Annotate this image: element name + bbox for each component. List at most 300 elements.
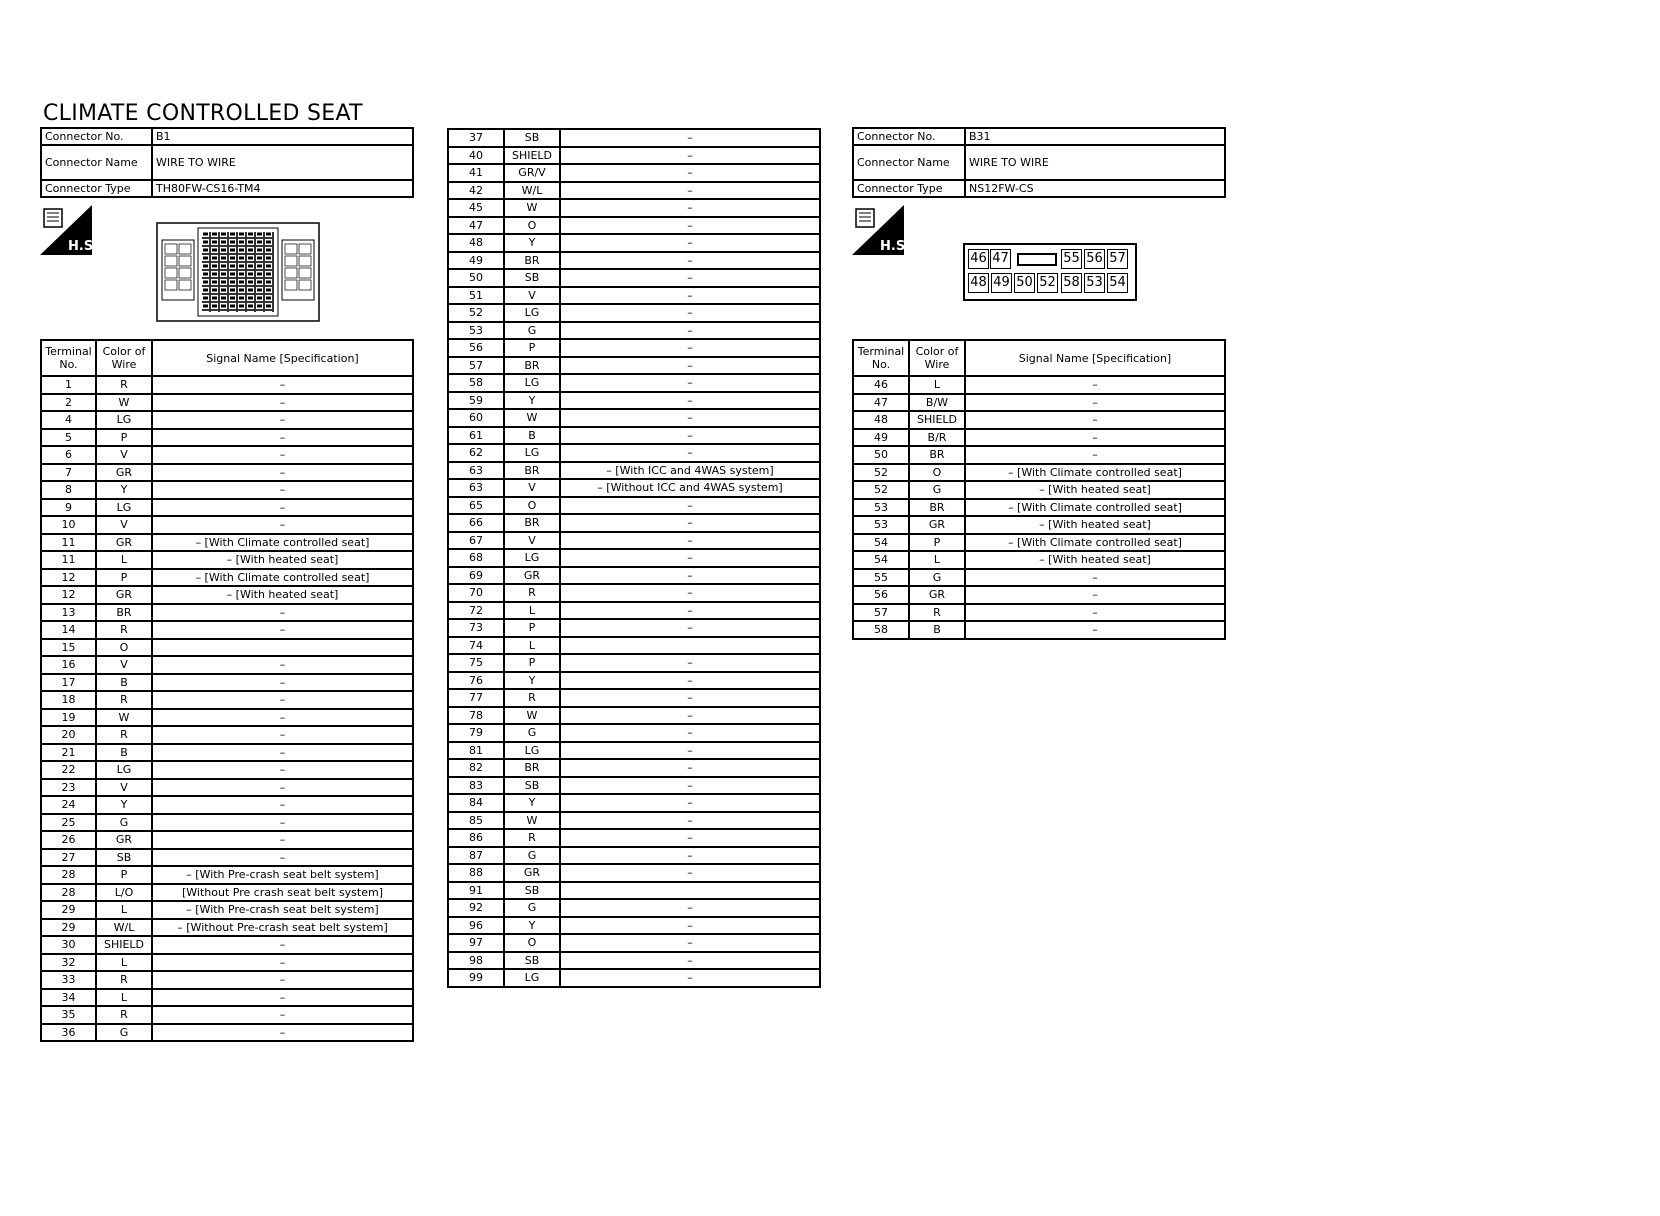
table-row <box>41 604 413 622</box>
wire-color-cell: G <box>96 1024 152 1042</box>
wire-color-cell: G <box>96 814 152 832</box>
signal-name-cell: – <box>560 357 820 375</box>
table-row <box>448 304 820 322</box>
table-row <box>853 429 1225 447</box>
terminal-no-cell: 85 <box>448 812 504 830</box>
table-row <box>448 322 820 340</box>
terminal-no-cell: 52 <box>448 304 504 322</box>
wire-color-cell: GR <box>504 567 560 585</box>
table-row <box>448 182 820 200</box>
terminal-no-cell: 13 <box>41 604 96 622</box>
table-row <box>853 464 1225 482</box>
terminal-no-cell: 68 <box>448 549 504 567</box>
wire-color-cell: B <box>909 621 965 639</box>
terminal-no-cell: 11 <box>41 551 96 569</box>
signal-name-cell: – <box>965 394 1225 412</box>
terminal-no-cell: 41 <box>448 164 504 182</box>
signal-name-cell: – <box>560 549 820 567</box>
wire-color-cell: SHIELD <box>909 411 965 429</box>
terminal-no-cell: 91 <box>448 882 504 900</box>
signal-name-cell <box>560 882 820 900</box>
signal-name-cell: – <box>152 376 413 394</box>
terminal-no-cell: 58 <box>448 374 504 392</box>
table-row <box>41 551 413 569</box>
signal-name-cell: – <box>560 217 820 235</box>
connector2-pinout-diagram <box>963 243 1137 301</box>
pin-label: 57 <box>1107 249 1128 269</box>
connector-name-label: Connector Name <box>41 145 152 180</box>
table-row <box>448 269 820 287</box>
terminal-no-cell: 56 <box>448 339 504 357</box>
terminal-no-cell: 47 <box>853 394 909 412</box>
signal-name-cell: – <box>560 864 820 882</box>
table-row <box>41 1024 413 1042</box>
signal-name-cell: – <box>560 812 820 830</box>
table-row <box>41 831 413 849</box>
table-row <box>448 847 820 865</box>
wire-color-cell: G <box>504 322 560 340</box>
table-row <box>41 656 413 674</box>
table-row <box>41 936 413 954</box>
table-row <box>448 234 820 252</box>
signal-name-cell: – <box>560 759 820 777</box>
terminal-no-cell: 37 <box>448 129 504 147</box>
wire-color-cell: Y <box>504 392 560 410</box>
terminal-no-cell: 70 <box>448 584 504 602</box>
terminal-no-cell: 53 <box>853 499 909 517</box>
terminal-no-cell: 78 <box>448 707 504 725</box>
signal-name-cell: – [With Pre-crash seat belt system] <box>152 866 413 884</box>
pin-label: 47 <box>990 249 1011 269</box>
terminal-no-cell: 12 <box>41 586 96 604</box>
wire-color-cell: L <box>96 901 152 919</box>
table-row <box>448 479 820 497</box>
terminal-no-cell: 55 <box>853 569 909 587</box>
terminal-no-cell: 2 <box>41 394 96 412</box>
table-row <box>41 901 413 919</box>
signal-name-cell: – <box>560 602 820 620</box>
wire-color-cell: LG <box>96 761 152 779</box>
terminal-no-cell: 69 <box>448 567 504 585</box>
signal-name-cell: – <box>965 446 1225 464</box>
wire-color-cell: GR/V <box>504 164 560 182</box>
signal-name-cell: – <box>152 954 413 972</box>
terminal-no-cell: 18 <box>41 691 96 709</box>
wire-color-cell: O <box>504 934 560 952</box>
signal-name-cell: – <box>152 989 413 1007</box>
terminal-no-cell: 66 <box>448 514 504 532</box>
terminal-no-cell: 60 <box>448 409 504 427</box>
table-row <box>448 952 820 970</box>
signal-name-cell: – <box>152 779 413 797</box>
table-row <box>448 672 820 690</box>
terminal-no-cell: 52 <box>853 481 909 499</box>
terminal-no-cell: 25 <box>41 814 96 832</box>
table-row <box>448 147 820 165</box>
pin-label: 49 <box>991 273 1012 293</box>
terminal-no-cell: 77 <box>448 689 504 707</box>
terminal-no-cell: 42 <box>448 182 504 200</box>
wire-color-cell: V <box>96 779 152 797</box>
terminal-no-cell: 14 <box>41 621 96 639</box>
table-row <box>853 394 1225 412</box>
signal-name-cell: – <box>560 199 820 217</box>
table-row <box>41 761 413 779</box>
wire-color-cell: V <box>96 446 152 464</box>
table-row <box>41 394 413 412</box>
wire-color-cell: GR <box>909 516 965 534</box>
terminal-no-cell: 54 <box>853 534 909 552</box>
wire-color-cell: LG <box>504 742 560 760</box>
table-row <box>41 744 413 762</box>
connector-name-value: WIRE TO WIRE <box>152 145 413 180</box>
signal-name-cell: – <box>152 1006 413 1024</box>
wire-color-cell: L <box>96 989 152 1007</box>
wire-color-cell: R <box>96 691 152 709</box>
table-row <box>448 602 820 620</box>
table-row <box>448 934 820 952</box>
terminal-no-cell: 16 <box>41 656 96 674</box>
signal-name-cell: – <box>560 252 820 270</box>
table-row <box>41 534 413 552</box>
wire-color-cell: B <box>96 674 152 692</box>
wire-color-cell: SB <box>504 129 560 147</box>
wire-color-cell: BR <box>504 759 560 777</box>
wire-color-cell: R <box>96 621 152 639</box>
wire-color-cell: B <box>504 427 560 445</box>
wire-color-cell: GR <box>96 534 152 552</box>
table-row <box>41 709 413 727</box>
table-row <box>41 691 413 709</box>
signal-name-header: Signal Name [Specification] <box>965 340 1225 376</box>
wire-color-cell: BR <box>909 446 965 464</box>
table-row <box>448 882 820 900</box>
connector-no-label: Connector No. <box>853 128 965 145</box>
signal-name-cell: – <box>560 269 820 287</box>
terminal-no-cell: 62 <box>448 444 504 462</box>
wire-color-cell: BR <box>504 357 560 375</box>
signal-name-cell: – [With heated seat] <box>965 516 1225 534</box>
hs-badge-text: H.S. <box>68 239 99 254</box>
table-row <box>448 462 820 480</box>
wire-color-cell: O <box>504 217 560 235</box>
terminal-no-cell: 48 <box>853 411 909 429</box>
terminal-no-cell: 48 <box>448 234 504 252</box>
terminal-no-cell: 98 <box>448 952 504 970</box>
table-row <box>41 464 413 482</box>
connector-type-label: Connector Type <box>41 180 152 197</box>
table-row <box>853 446 1225 464</box>
table-row <box>853 499 1225 517</box>
page-title: CLIMATE CONTROLLED SEAT <box>43 101 363 126</box>
terminal-no-cell: 58 <box>853 621 909 639</box>
signal-name-cell: – <box>560 409 820 427</box>
pin-label: 53 <box>1084 273 1105 293</box>
terminal-no-cell: 73 <box>448 619 504 637</box>
signal-name-cell: – <box>560 532 820 550</box>
terminal-no-cell: 28 <box>41 884 96 902</box>
table-row <box>41 849 413 867</box>
signal-name-cell: – <box>152 674 413 692</box>
terminal-no-cell: 63 <box>448 462 504 480</box>
wire-color-cell: BR <box>504 252 560 270</box>
terminal-no-cell: 53 <box>448 322 504 340</box>
wire-color-cell: B/R <box>909 429 965 447</box>
signal-name-cell: – <box>560 147 820 165</box>
table-row <box>448 444 820 462</box>
wire-color-cell: G <box>504 899 560 917</box>
table-row <box>448 584 820 602</box>
signal-name-cell: – <box>560 969 820 987</box>
signal-name-cell: – <box>560 514 820 532</box>
terminal-no-cell: 47 <box>448 217 504 235</box>
signal-name-cell <box>560 637 820 655</box>
wire-color-cell: LG <box>96 499 152 517</box>
connector1-info-table <box>40 127 414 198</box>
signal-name-cell: – <box>560 234 820 252</box>
signal-name-cell: – <box>560 427 820 445</box>
wire-color-cell: W <box>504 409 560 427</box>
signal-name-cell: – [With Climate controlled seat] <box>152 534 413 552</box>
table-row <box>448 427 820 445</box>
table-row <box>448 917 820 935</box>
terminal-no-cell: 59 <box>448 392 504 410</box>
wire-color-cell: L/O <box>96 884 152 902</box>
signal-name-cell: – <box>152 831 413 849</box>
terminal-no-cell: 53 <box>853 516 909 534</box>
terminal-no-cell: 7 <box>41 464 96 482</box>
table-row <box>41 429 413 447</box>
signal-name-cell: – [With heated seat] <box>152 551 413 569</box>
connector-type-value: NS12FW-CS <box>965 180 1225 197</box>
wire-color-cell: LG <box>504 444 560 462</box>
terminal-no-cell: 19 <box>41 709 96 727</box>
terminal-no-cell: 76 <box>448 672 504 690</box>
wire-color-cell: P <box>96 429 152 447</box>
table-row <box>41 639 413 657</box>
table-row <box>41 376 413 394</box>
terminal-no-cell: 27 <box>41 849 96 867</box>
hs-connector-icon <box>40 205 99 255</box>
terminal-no-cell: 88 <box>448 864 504 882</box>
terminal-no-cell: 49 <box>853 429 909 447</box>
signal-name-cell: – <box>560 287 820 305</box>
wire-color-cell: R <box>504 689 560 707</box>
terminal-no-cell: 30 <box>41 936 96 954</box>
table-row <box>41 989 413 1007</box>
table-row <box>853 621 1225 639</box>
signal-name-cell: – <box>560 777 820 795</box>
signal-name-cell: – <box>152 936 413 954</box>
table-row <box>853 516 1225 534</box>
terminal-no-cell: 17 <box>41 674 96 692</box>
terminal-no-cell: 34 <box>41 989 96 1007</box>
wire-color-cell: O <box>96 639 152 657</box>
terminal-no-cell: 22 <box>41 761 96 779</box>
wire-color-cell: V <box>504 532 560 550</box>
table-row <box>448 777 820 795</box>
table-row <box>41 866 413 884</box>
wire-color-cell: GR <box>909 586 965 604</box>
terminal-no-cell: 29 <box>41 901 96 919</box>
table-row <box>448 199 820 217</box>
signal-name-cell: – <box>152 971 413 989</box>
terminal-no-cell: 86 <box>448 829 504 847</box>
signal-name-cell: – <box>560 847 820 865</box>
wire-color-cell: L <box>909 551 965 569</box>
pin-key-slot <box>1017 253 1057 266</box>
signal-name-cell: – <box>152 744 413 762</box>
table-row <box>853 604 1225 622</box>
table-row <box>41 1006 413 1024</box>
signal-name-cell: – [With Pre-crash seat belt system] <box>152 901 413 919</box>
terminal-no-cell: 79 <box>448 724 504 742</box>
wire-color-cell: GR <box>96 831 152 849</box>
connector-no-label: Connector No. <box>41 128 152 145</box>
terminal-no-cell: 63 <box>448 479 504 497</box>
signal-name-cell: – <box>152 446 413 464</box>
terminal-no-cell: 11 <box>41 534 96 552</box>
wire-color-cell: R <box>96 971 152 989</box>
wire-color-cell: R <box>96 1006 152 1024</box>
signal-name-header: Signal Name [Specification] <box>152 340 413 376</box>
table-row <box>853 551 1225 569</box>
signal-name-cell: – [Without ICC and 4WAS system] <box>560 479 820 497</box>
signal-name-cell: – <box>560 952 820 970</box>
wire-color-cell: W <box>96 394 152 412</box>
table-row <box>41 954 413 972</box>
signal-name-cell: – <box>152 464 413 482</box>
terminal-no-cell: 65 <box>448 497 504 515</box>
table-row <box>41 516 413 534</box>
terminal-no-cell: 24 <box>41 796 96 814</box>
signal-name-cell: – <box>560 724 820 742</box>
wire-color-cell: Y <box>96 481 152 499</box>
terminal-no-cell: 12 <box>41 569 96 587</box>
table-row <box>448 549 820 567</box>
table-row <box>853 586 1225 604</box>
terminal-no-cell: 56 <box>853 586 909 604</box>
wire-color-cell: Y <box>504 672 560 690</box>
wire-color-cell: V <box>96 656 152 674</box>
terminal-no-cell: 49 <box>448 252 504 270</box>
wire-color-cell: P <box>96 866 152 884</box>
table-row <box>853 569 1225 587</box>
connector-type-label: Connector Type <box>853 180 965 197</box>
signal-name-cell: – <box>560 794 820 812</box>
signal-name-cell: – <box>152 691 413 709</box>
terminal-no-cell: 36 <box>41 1024 96 1042</box>
terminal-no-cell: 57 <box>448 357 504 375</box>
table-row <box>41 919 413 937</box>
table-row <box>41 446 413 464</box>
signal-name-cell: – <box>152 621 413 639</box>
terminal-no-cell: 74 <box>448 637 504 655</box>
terminal-no-cell: 81 <box>448 742 504 760</box>
connector-no-value: B1 <box>152 128 413 145</box>
table-row <box>448 129 820 147</box>
wire-color-cell: G <box>504 847 560 865</box>
wire-color-cell: R <box>96 726 152 744</box>
signal-name-cell: – <box>560 339 820 357</box>
pin-label: 55 <box>1061 249 1082 269</box>
signal-name-cell: – <box>965 621 1225 639</box>
connector-name-label: Connector Name <box>853 145 965 180</box>
signal-name-cell: – <box>560 689 820 707</box>
signal-name-cell: – <box>560 497 820 515</box>
signal-name-cell: – [With Climate controlled seat] <box>965 464 1225 482</box>
terminal-no-cell: 10 <box>41 516 96 534</box>
signal-name-cell: – <box>560 129 820 147</box>
signal-name-cell: – <box>965 376 1225 394</box>
signal-name-cell: – <box>152 481 413 499</box>
pin-label: 52 <box>1037 273 1058 293</box>
wire-color-cell: Y <box>96 796 152 814</box>
color-of-wire-header: Color of Wire <box>96 340 152 376</box>
pin-label: 48 <box>968 273 989 293</box>
wire-color-cell: L <box>504 637 560 655</box>
table-row <box>41 726 413 744</box>
wire-color-cell: W/L <box>504 182 560 200</box>
table-row <box>448 812 820 830</box>
table-row <box>448 217 820 235</box>
wire-color-cell: BR <box>909 499 965 517</box>
terminal-no-cell: 40 <box>448 147 504 165</box>
table-row <box>41 779 413 797</box>
pin-label: 58 <box>1061 273 1082 293</box>
table-row <box>448 357 820 375</box>
table-row <box>448 689 820 707</box>
wire-color-cell: LG <box>504 374 560 392</box>
signal-name-cell: – <box>560 654 820 672</box>
wire-color-cell: W <box>504 812 560 830</box>
wire-color-cell: GR <box>504 864 560 882</box>
table-row <box>448 567 820 585</box>
hs-connector-icon <box>852 205 911 255</box>
table-row <box>448 619 820 637</box>
terminal-no-cell: 52 <box>853 464 909 482</box>
signal-name-cell: – <box>152 709 413 727</box>
wire-color-cell: BR <box>504 514 560 532</box>
wire-color-cell: LG <box>504 304 560 322</box>
wire-color-cell: R <box>96 376 152 394</box>
wire-color-cell: BR <box>504 462 560 480</box>
wire-color-cell: W <box>504 199 560 217</box>
signal-name-cell: – [Without Pre-crash seat belt system] <box>152 919 413 937</box>
connector1-terminal-table-a <box>40 339 414 1042</box>
signal-name-cell: – <box>152 796 413 814</box>
wire-color-cell: O <box>909 464 965 482</box>
wire-color-cell: Y <box>504 917 560 935</box>
terminal-no-cell: 51 <box>448 287 504 305</box>
table-row <box>448 252 820 270</box>
wire-color-cell: V <box>96 516 152 534</box>
signal-name-cell: – <box>560 934 820 952</box>
table-row <box>448 287 820 305</box>
terminal-no-cell: 20 <box>41 726 96 744</box>
table-row <box>448 409 820 427</box>
signal-name-cell: – <box>152 761 413 779</box>
table-row <box>853 411 1225 429</box>
wire-color-cell: GR <box>96 586 152 604</box>
signal-name-cell: – [With Climate controlled seat] <box>965 534 1225 552</box>
table-row <box>853 534 1225 552</box>
table-row <box>41 569 413 587</box>
signal-name-cell: – <box>560 584 820 602</box>
signal-name-cell: – <box>152 1024 413 1042</box>
terminal-no-cell: 45 <box>448 199 504 217</box>
wire-color-cell: P <box>504 339 560 357</box>
